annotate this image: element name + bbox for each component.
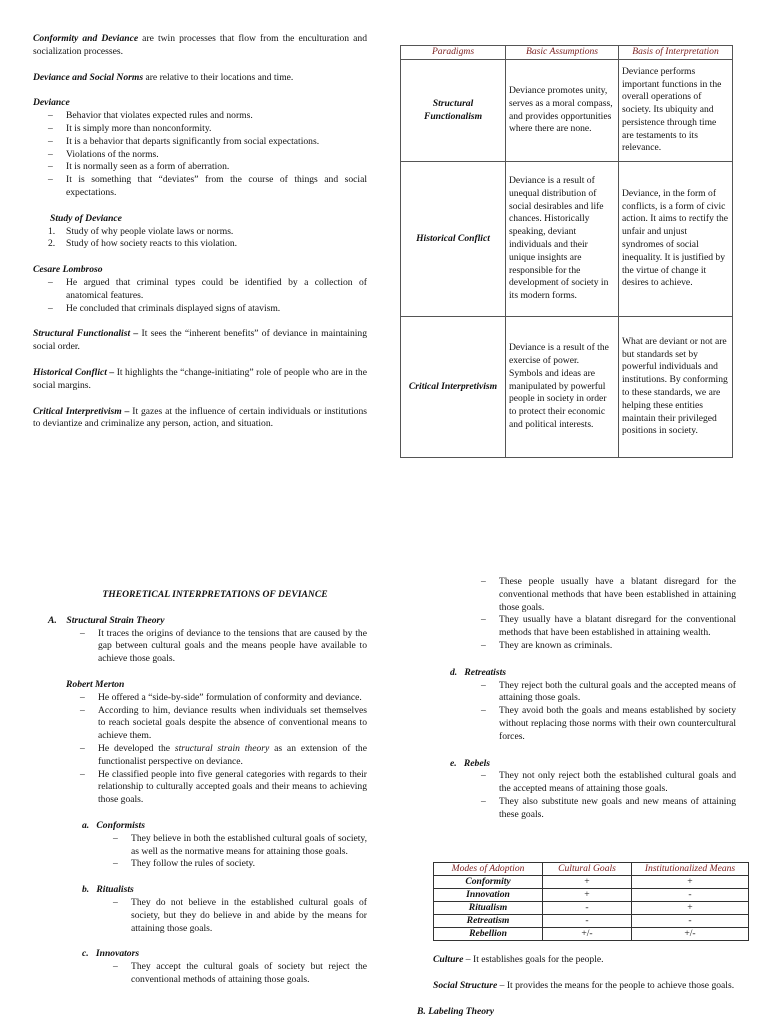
paradigm-table <box>400 45 733 458</box>
sf-paragraph: Structural Functionalist – It sees the “inherent benefits” of deviance in maintaining social order. <box>33 328 368 353</box>
deviance-list <box>66 110 367 200</box>
retreatists-list <box>499 680 736 744</box>
list-item: – He developed the structural strain theory as an extension of the functionalist perspective on deviance. <box>98 743 367 769</box>
theory-a-heading: A. Structural Strain Theory <box>48 614 165 626</box>
table-row: Ritualism - + <box>434 902 749 915</box>
study-heading: Study of Deviance <box>50 212 122 224</box>
list-item: – They believe in both the established cultural goals of society, as well as the normative means for attaining those goals. <box>131 833 367 859</box>
list-item: – These people usually have a blatant disregard for the conventional methods that have been established in attaining those goals. <box>499 576 736 614</box>
study-list <box>48 225 367 252</box>
list-item: – They are known as criminals. <box>499 640 736 653</box>
list-item: – They not only reject both the established cultural goals and the accepted means of attaining those goals. <box>499 770 736 796</box>
table-header-row <box>401 46 733 60</box>
norms-paragraph: Deviance and Social Norms are relative to their locations and time. <box>33 71 294 83</box>
section-title: THEORETICAL INTERPRETATIONS OF DEVIANCE <box>102 589 328 600</box>
list-item: – He offered a “side-by-side” formulation of conformity and deviance. <box>98 692 367 705</box>
table-row: Retreatism - - <box>434 915 749 928</box>
column-header: Modes of Adoption <box>434 863 543 876</box>
list-item: – It traces the origins of deviance to the tensions that are caused by the gap between cultural goals and the means people have available to achieve those goals. <box>98 628 367 666</box>
definitions-block <box>417 954 735 1018</box>
list-item: – Violations of the norms. <box>66 149 367 162</box>
paradigm-cell: Critical Interpretivism <box>401 317 506 458</box>
list-item: – According to him, deviance results when individuals set themselves to reach societal goals despite the absence of conventional means to achieve them. <box>98 705 367 743</box>
list-item: – Behavior that violates expected rules and norms. <box>66 110 367 123</box>
column-header: Basic Assumptions <box>506 46 619 60</box>
merton-heading: Robert Merton <box>66 678 125 690</box>
paradigm-cell: Historical Conflict <box>401 162 506 317</box>
interpretation-cell: Deviance performs important functions in the overall operations of society. Its ubiquity and persistence through time are testaments to its relevance. <box>619 60 733 162</box>
rebels-list <box>499 770 736 821</box>
assumption-cell: Deviance is a result of the exercise of power. Symbols and ideas are manipulated by powerful people in society in order to protect their economic and political interests. <box>506 317 619 458</box>
list-item: – It is something that “deviates” from the course of things and social expectations. <box>66 174 367 200</box>
list-item: 1. Study of why people violate laws or norms. <box>48 225 234 237</box>
conformists-list <box>131 833 367 871</box>
ritualists-list <box>131 897 367 935</box>
list-item: – They do not believe in the established cultural goals of society, but they do believe in and abide by the means for attaining those goals. <box>131 897 367 935</box>
list-item: – They accept the cultural goals of society but reject the conventional methods of attaining those goals. <box>131 961 367 987</box>
theory-a-list <box>98 628 367 666</box>
interpretation-cell: Deviance, in the form of conflicts, is a form of civic action. It aims to rectify the unfair and unjust syndromes of social inequality. It is justified by the virtue of change it desires to achieve. <box>619 162 733 317</box>
column-header: Paradigms <box>401 46 506 60</box>
table-row: Conformity + + <box>434 876 749 889</box>
ritualists-heading: b. Ritualists <box>82 884 134 896</box>
theory-column <box>33 589 367 987</box>
merton-list <box>98 692 367 807</box>
list-item: – They follow the rules of society. <box>131 858 367 871</box>
innovators-heading: c. Innovators <box>82 948 140 960</box>
culture-definition: Culture – It establishes goals for the people. <box>433 954 604 965</box>
intro-paragraph: Conformity and Deviance are twin processes that flow from the enculturation and socialization processes. <box>33 33 367 57</box>
paradigm-cell: Structural Functionalism <box>401 60 506 162</box>
table-row: Rebellion +/- +/- <box>434 928 749 941</box>
list-item: – It is a behavior that departs significantly from social expectations. <box>66 136 367 149</box>
table-row: Innovation + - <box>434 889 749 902</box>
rebels-heading: e. Rebels <box>450 757 490 769</box>
column-header: Institutionalized Means <box>632 863 749 876</box>
list-item: – It is normally seen as a form of aberration. <box>66 161 367 174</box>
social-structure-definition: Social Structure – It provides the means for the people to achieve those goals. <box>433 979 735 991</box>
assumption-cell: Deviance is a result of unequal distribution of social desirables and life chances. Historically speaking, deviant individuals and their unique insights are responsible for the development of society in its modern forms. <box>506 162 619 317</box>
table-row <box>401 317 733 458</box>
table-header-row <box>434 863 749 876</box>
list-item: – They reject both the cultural goals and the accepted means of attaining those goals. <box>499 680 736 706</box>
list-item: – They usually have a blatant disregard for the conventional methods that have been established in attaining wealth. <box>499 614 736 640</box>
column-header: Basis of Interpretation <box>619 46 733 60</box>
hc-paragraph: Historical Conflict – It highlights the “change-initiating” role of people who are in the social margins. <box>33 366 367 391</box>
intro-column <box>33 33 367 431</box>
list-item: – He concluded that criminals displayed signs of atavism. <box>66 303 367 316</box>
ci-paragraph: Critical Interpretivism – It gazes at the influence of certain individuals or institutions to deviantize and criminalize any person, action, and situation. <box>33 405 367 430</box>
list-item: – It is simply more than nonconformity. <box>66 123 367 136</box>
assumption-cell: Deviance promotes unity, serves as a moral compass, and provides opportunities where there are none. <box>506 60 619 162</box>
list-item: – He classified people into five general categories with regards to their relationship to culturally accepted goals and their means to achieving those goals. <box>98 769 367 807</box>
list-item: 2. Study of how society reacts to this violation. <box>48 238 238 250</box>
modes-table <box>433 862 749 941</box>
list-item: – They avoid both the goals and means established by society without replacing those norms with their own countercultural forces. <box>499 705 736 743</box>
list-item: – He argued that criminal types could be identified by a collection of anatomical features. <box>66 277 367 303</box>
retreatists-heading: d. Retreatists <box>450 666 506 678</box>
lombroso-list <box>66 277 367 315</box>
lombroso-heading: Cesare Lombroso <box>33 264 103 276</box>
innovators-list <box>131 961 367 987</box>
list-item: – They also substitute new goals and new means of attaining these goals. <box>499 796 736 822</box>
deviance-heading: Deviance <box>33 97 70 109</box>
innovators-continued-list <box>499 576 736 653</box>
table-row <box>401 162 733 317</box>
interpretation-cell: What are deviant or not are but standards set by powerful individuals and institutions. By conforming to these standards, we are helping these entities maintain their privileged positions in society. <box>619 317 733 458</box>
table-row <box>401 60 733 162</box>
next-section-heading: B. Labeling Theory <box>417 1005 495 1017</box>
right-column <box>417 576 736 822</box>
conformists-heading: a. Conformists <box>82 819 145 831</box>
column-header: Cultural Goals <box>543 863 632 876</box>
